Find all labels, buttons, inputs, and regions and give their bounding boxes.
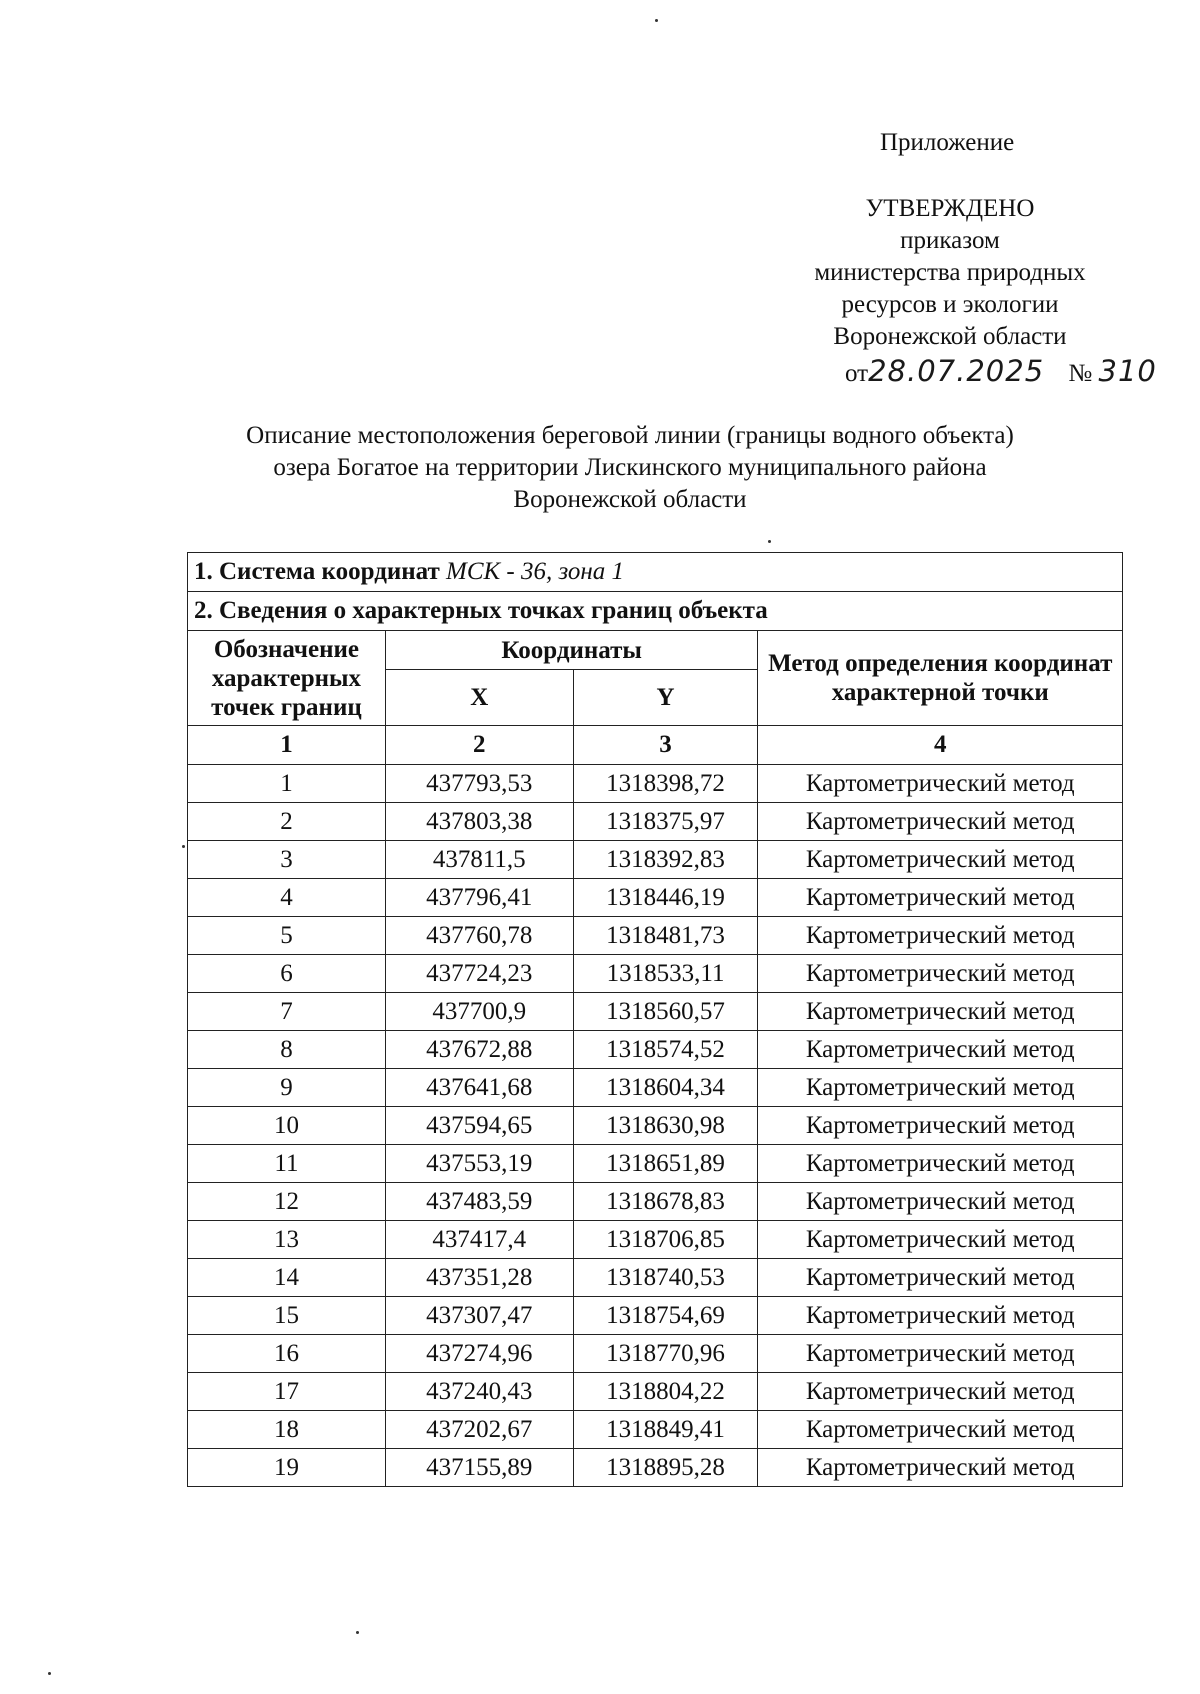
- header-method: Метод определения координат характерной точки: [758, 631, 1123, 726]
- table-row: [188, 1259, 1123, 1297]
- table-row: [188, 1107, 1123, 1145]
- y-coordinate-cell: 1318740,53: [573, 1259, 758, 1297]
- table-row: [188, 1069, 1123, 1107]
- point-number-cell: 4: [188, 879, 386, 917]
- scan-speck: [356, 1631, 359, 1634]
- x-coordinate-cell: 437155,89: [385, 1449, 573, 1487]
- scan-speck: [768, 540, 771, 543]
- y-coordinate-cell: 1318706,85: [573, 1221, 758, 1259]
- handwritten-number: 310: [1098, 354, 1157, 388]
- column-number: 4: [758, 726, 1123, 765]
- scan-speck: [655, 19, 658, 22]
- number-prefix: №: [1068, 360, 1093, 387]
- coordinate-system-cell: [188, 553, 1123, 592]
- method-cell: Картометрический метод: [758, 1335, 1123, 1373]
- method-cell: Картометрический метод: [758, 1449, 1123, 1487]
- points-info-row: [188, 592, 1123, 631]
- method-cell: Картометрический метод: [758, 1373, 1123, 1411]
- point-number-cell: 11: [188, 1145, 386, 1183]
- method-cell: Картометрический метод: [758, 1031, 1123, 1069]
- x-coordinate-cell: 437700,9: [385, 993, 573, 1031]
- point-number-cell: 5: [188, 917, 386, 955]
- table-row: [188, 1335, 1123, 1373]
- y-coordinate-cell: 1318754,69: [573, 1297, 758, 1335]
- table-row: [188, 841, 1123, 879]
- point-number-cell: 10: [188, 1107, 386, 1145]
- x-coordinate-cell: 437307,47: [385, 1297, 573, 1335]
- table-row: [188, 1221, 1123, 1259]
- points-info-cell: 2. Сведения о характерных точках границ объекта: [188, 592, 1123, 631]
- y-coordinate-cell: 1318392,83: [573, 841, 758, 879]
- table-row: [188, 917, 1123, 955]
- y-coordinate-cell: 1318849,41: [573, 1411, 758, 1449]
- method-cell: Картометрический метод: [758, 955, 1123, 993]
- x-coordinate-cell: 437760,78: [385, 917, 573, 955]
- y-coordinate-cell: 1318630,98: [573, 1107, 758, 1145]
- approval-block: [760, 193, 1140, 353]
- coordinate-system-label: 1. Система координат: [194, 558, 440, 585]
- x-coordinate-cell: 437202,67: [385, 1411, 573, 1449]
- column-numbers-row: [188, 726, 1123, 765]
- method-cell: Картометрический метод: [758, 993, 1123, 1031]
- x-coordinate-cell: 437553,19: [385, 1145, 573, 1183]
- x-coordinate-cell: 437594,65: [385, 1107, 573, 1145]
- point-number-cell: 12: [188, 1183, 386, 1221]
- header-x: X: [385, 670, 573, 726]
- title-line: Описание местоположения береговой линии (границы водного объекта): [246, 422, 1014, 449]
- scan-speck: [182, 845, 185, 848]
- method-cell: Картометрический метод: [758, 1183, 1123, 1221]
- point-number-cell: 6: [188, 955, 386, 993]
- x-coordinate-cell: 437672,88: [385, 1031, 573, 1069]
- scan-speck: [48, 1672, 51, 1675]
- approval-line: приказом: [900, 227, 1000, 254]
- method-cell: Картометрический метод: [758, 917, 1123, 955]
- y-coordinate-cell: 1318895,28: [573, 1449, 758, 1487]
- point-number-cell: 7: [188, 993, 386, 1031]
- point-number-cell: 14: [188, 1259, 386, 1297]
- date-prefix: от: [845, 360, 869, 387]
- boundary-points-table: [187, 552, 1123, 1487]
- y-coordinate-cell: 1318678,83: [573, 1183, 758, 1221]
- y-coordinate-cell: 1318651,89: [573, 1145, 758, 1183]
- point-number-cell: 18: [188, 1411, 386, 1449]
- method-cell: Картометрический метод: [758, 1145, 1123, 1183]
- method-cell: Картометрический метод: [758, 1411, 1123, 1449]
- coordinate-system-row: [188, 553, 1123, 592]
- method-cell: Картометрический метод: [758, 1259, 1123, 1297]
- table-row: [188, 1449, 1123, 1487]
- header-row: [188, 631, 1123, 670]
- table-row: [188, 1145, 1123, 1183]
- x-coordinate-cell: 437803,38: [385, 803, 573, 841]
- point-number-cell: 3: [188, 841, 386, 879]
- point-number-cell: 15: [188, 1297, 386, 1335]
- column-number: 1: [188, 726, 386, 765]
- point-number-cell: 9: [188, 1069, 386, 1107]
- table-row: [188, 803, 1123, 841]
- table-row: [188, 1031, 1123, 1069]
- method-cell: Картометрический метод: [758, 765, 1123, 803]
- appendix-label: Приложение: [880, 129, 1015, 156]
- approval-line: Воронежской области: [833, 323, 1067, 350]
- table-row: [188, 993, 1123, 1031]
- handwritten-date: 28.07.2025: [868, 354, 1045, 388]
- method-cell: Картометрический метод: [758, 1221, 1123, 1259]
- x-coordinate-cell: 437793,53: [385, 765, 573, 803]
- y-coordinate-cell: 1318560,57: [573, 993, 758, 1031]
- y-coordinate-cell: 1318375,97: [573, 803, 758, 841]
- y-coordinate-cell: 1318804,22: [573, 1373, 758, 1411]
- table-row: [188, 955, 1123, 993]
- x-coordinate-cell: 437240,43: [385, 1373, 573, 1411]
- method-cell: Картометрический метод: [758, 1107, 1123, 1145]
- point-number-cell: 16: [188, 1335, 386, 1373]
- point-number-cell: 17: [188, 1373, 386, 1411]
- approval-line: ресурсов и экологии: [841, 291, 1059, 318]
- point-number-cell: 2: [188, 803, 386, 841]
- y-coordinate-cell: 1318446,19: [573, 879, 758, 917]
- title-line: Воронежской области: [513, 486, 747, 513]
- header-y: Y: [573, 670, 758, 726]
- y-coordinate-cell: 1318533,11: [573, 955, 758, 993]
- method-cell: Картометрический метод: [758, 1069, 1123, 1107]
- y-coordinate-cell: 1318604,34: [573, 1069, 758, 1107]
- approval-line: министерства природных: [814, 259, 1086, 286]
- x-coordinate-cell: 437641,68: [385, 1069, 573, 1107]
- x-coordinate-cell: 437796,41: [385, 879, 573, 917]
- header-coordinates: Координаты: [385, 631, 758, 670]
- column-number: 2: [385, 726, 573, 765]
- point-number-cell: 19: [188, 1449, 386, 1487]
- y-coordinate-cell: 1318398,72: [573, 765, 758, 803]
- table-row: [188, 1373, 1123, 1411]
- x-coordinate-cell: 437724,23: [385, 955, 573, 993]
- method-cell: Картометрический метод: [758, 1297, 1123, 1335]
- table-row: [188, 1297, 1123, 1335]
- table-row: [188, 765, 1123, 803]
- y-coordinate-cell: 1318574,52: [573, 1031, 758, 1069]
- point-number-cell: 8: [188, 1031, 386, 1069]
- coordinate-system-value: МСК - 36, зона 1: [446, 558, 625, 585]
- x-coordinate-cell: 437811,5: [385, 841, 573, 879]
- point-number-cell: 1: [188, 765, 386, 803]
- column-number: 3: [573, 726, 758, 765]
- y-coordinate-cell: 1318770,96: [573, 1335, 758, 1373]
- title-line: озера Богатое на территории Лискинского муниципального района: [273, 454, 987, 481]
- x-coordinate-cell: 437274,96: [385, 1335, 573, 1373]
- order-date-number: [845, 354, 1157, 388]
- method-cell: Картометрический метод: [758, 879, 1123, 917]
- point-number-cell: 13: [188, 1221, 386, 1259]
- method-cell: Картометрический метод: [758, 803, 1123, 841]
- approval-line: УТВЕРЖДЕНО: [865, 195, 1035, 222]
- table-row: [188, 1411, 1123, 1449]
- y-coordinate-cell: 1318481,73: [573, 917, 758, 955]
- header-point-designation: Обозначение характерных точек границ: [188, 631, 386, 726]
- table-row: [188, 879, 1123, 917]
- document-title: [180, 420, 1080, 516]
- x-coordinate-cell: 437417,4: [385, 1221, 573, 1259]
- x-coordinate-cell: 437351,28: [385, 1259, 573, 1297]
- x-coordinate-cell: 437483,59: [385, 1183, 573, 1221]
- method-cell: Картометрический метод: [758, 841, 1123, 879]
- table-row: [188, 1183, 1123, 1221]
